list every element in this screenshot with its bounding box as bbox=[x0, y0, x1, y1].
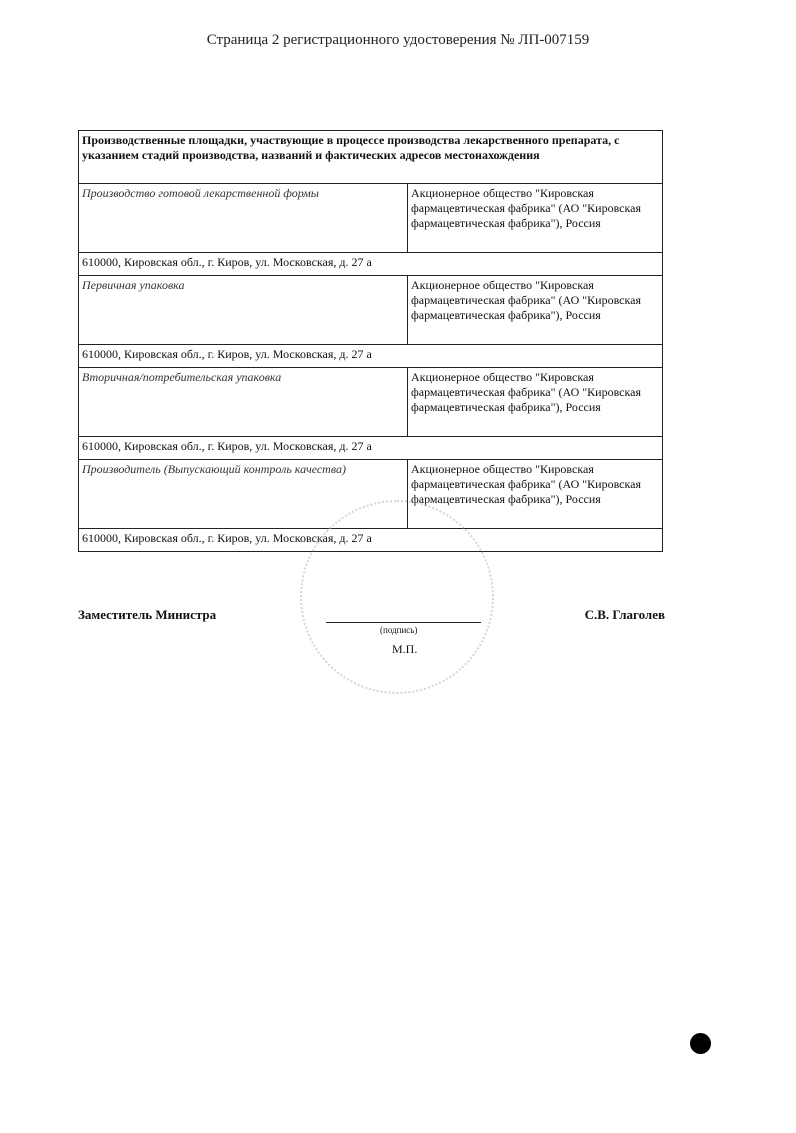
table-header: Производственные площадки, участвующие в процессе производства лекарственного препарата, с указанием стадий производства, названий и фактических адресов местонахождения bbox=[79, 131, 663, 184]
org-cell: Акционерное общество "Кировская фармацевтическая фабрика" (АО "Кировская фармацевтическая фабрика"), Россия bbox=[408, 460, 663, 529]
scan-mark-dot bbox=[690, 1033, 711, 1054]
signatory-name: С.В. Глаголев bbox=[584, 607, 665, 622]
table-row bbox=[79, 184, 663, 253]
signature-caption: (подпись) bbox=[380, 625, 418, 635]
address-cell: 610000, Кировская обл., г. Киров, ул. Московская, д. 27 а bbox=[79, 253, 663, 276]
signatory-position: Заместитель Министра bbox=[78, 607, 217, 622]
stage-cell: Вторичная/потребительская упаковка bbox=[79, 368, 408, 437]
stage-cell: Производство готовой лекарственной формы bbox=[79, 184, 408, 253]
table-row bbox=[79, 276, 663, 345]
org-cell: Акционерное общество "Кировская фармацевтическая фабрика" (АО "Кировская фармацевтическая фабрика"), Россия bbox=[408, 368, 663, 437]
address-cell: 610000, Кировская обл., г. Киров, ул. Московская, д. 27 а bbox=[79, 437, 663, 460]
org-cell: Акционерное общество "Кировская фармацевтическая фабрика" (АО "Кировская фармацевтическая фабрика"), Россия bbox=[408, 184, 663, 253]
production-sites-table bbox=[78, 130, 663, 552]
stamp-seal bbox=[300, 500, 494, 694]
seal-place: М.П. bbox=[392, 642, 418, 656]
stage-cell: Производитель (Выпускающий контроль качества) bbox=[79, 460, 408, 529]
stage-cell: Первичная упаковка bbox=[79, 276, 408, 345]
signature-line bbox=[326, 622, 481, 623]
address-cell: 610000, Кировская обл., г. Киров, ул. Московская, д. 27 а bbox=[79, 345, 663, 368]
address-cell: 610000, Кировская обл., г. Киров, ул. Московская, д. 27 а bbox=[79, 529, 663, 552]
page-title: Страница 2 регистрационного удостоверения № ЛП-007159 bbox=[206, 32, 590, 48]
table-row bbox=[79, 368, 663, 437]
org-cell: Акционерное общество "Кировская фармацевтическая фабрика" (АО "Кировская фармацевтическая фабрика"), Россия bbox=[408, 276, 663, 345]
